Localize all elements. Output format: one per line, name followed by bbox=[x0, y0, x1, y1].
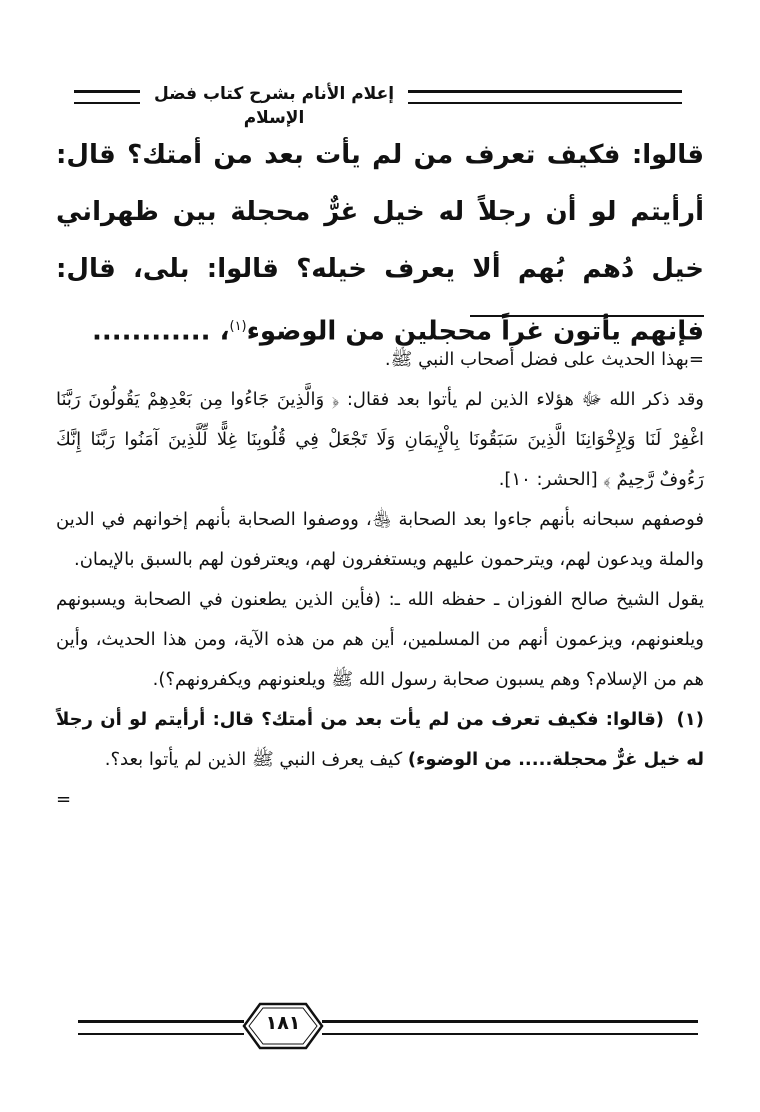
footnote-reference[interactable]: (١) bbox=[229, 319, 247, 334]
main-text-line: قالوا: بلى، قال: فإنهم يأتون غراً محجلين من الوضوء bbox=[56, 254, 704, 347]
book-title: إعلام الأنام بشرح كتاب فضل الإسلام bbox=[153, 84, 395, 128]
footnote-paragraph: فوصفهم سبحانه بأنهم جاءوا بعد الصحابة ﵃، ووصفوا الصحابة بأنهم إخوانهم في الدين والملة ويدعون لهم، ويترحمون عليهم ويستغفرون لهم، ويعترفون لهم بالسبق بالإيمان. bbox=[56, 509, 704, 570]
footnote-text: كيف يعرف النبي ﷺ الذين لم يأتوا بعد؟. bbox=[104, 749, 403, 770]
footer-rule-left bbox=[78, 1020, 244, 1035]
main-text-tail: ، ............ bbox=[92, 316, 230, 347]
main-text bbox=[56, 127, 704, 361]
footnote-separator bbox=[470, 315, 704, 317]
running-header bbox=[74, 84, 682, 128]
footnote-quote: (قالوا: فكيف تعرف من لم يأت بعد من أمتك؟ قال: أرأيتم لو أن رجلاً له خيل غرٌّ محجلة..... من الوضوء) bbox=[56, 709, 704, 770]
footnote-paragraph: =بهذا الحديث على فضل أصحاب النبي ﷺ. bbox=[384, 349, 704, 370]
main-text-line: قالوا: فكيف تعرف من لم يأت بعد من أمتك؟ قال: أرأيتم لو أن bbox=[56, 140, 704, 227]
footnote-number: (١) bbox=[676, 709, 704, 730]
main-text-line: رجلاً له خيل غرٌّ محجلة بين ظهراني خيل دُهم بُهم ألا يعرف خيله؟ bbox=[56, 197, 704, 284]
footnote-item bbox=[56, 700, 704, 780]
header-rule-left bbox=[74, 90, 140, 104]
footnotes bbox=[56, 340, 704, 820]
footnote-paragraph: يقول الشيخ صالح الفوزان ـ حفظه الله ـ: (فأين الذين يطعنون في الصحابة ويسبونهم ويلعنونهم، ويزعمون أنهم من المسلمين، أين هم من هذه الآية، ومن هذا الحديث، وأين هم من الإسلام؟ وهم يسبون صحابة رسول الله ﷺ ويلعنونهم ويكفرونهم؟). bbox=[56, 589, 704, 690]
continuation-mark: = bbox=[56, 789, 72, 810]
page-number: ١٨١ bbox=[265, 1012, 301, 1034]
footnote-paragraph: وقد ذكر الله ﷻ هؤلاء الذين لم يأتوا بعد فقال: ﴿ وَالَّذِينَ جَاءُوا مِن بَعْدِهِمْ يَقُولُونَ رَبَّنَا اغْفِرْ لَنَا وَلِإِخْوَانِنَا الَّذِينَ سَبَقُونَا بِالْإِيمَانِ وَلَا تَجْعَلْ فِي قُلُوبِنَا غِلًّا لِّلَّذِينَ آمَنُوا رَبَّنَا إِنَّكَ رَءُوفٌ رَّحِيمٌ ﴾ [الحشر: ١٠]. bbox=[56, 389, 704, 490]
footer-rule-right bbox=[322, 1020, 698, 1035]
page-footer bbox=[78, 998, 698, 1054]
header-rule-right bbox=[408, 90, 682, 104]
